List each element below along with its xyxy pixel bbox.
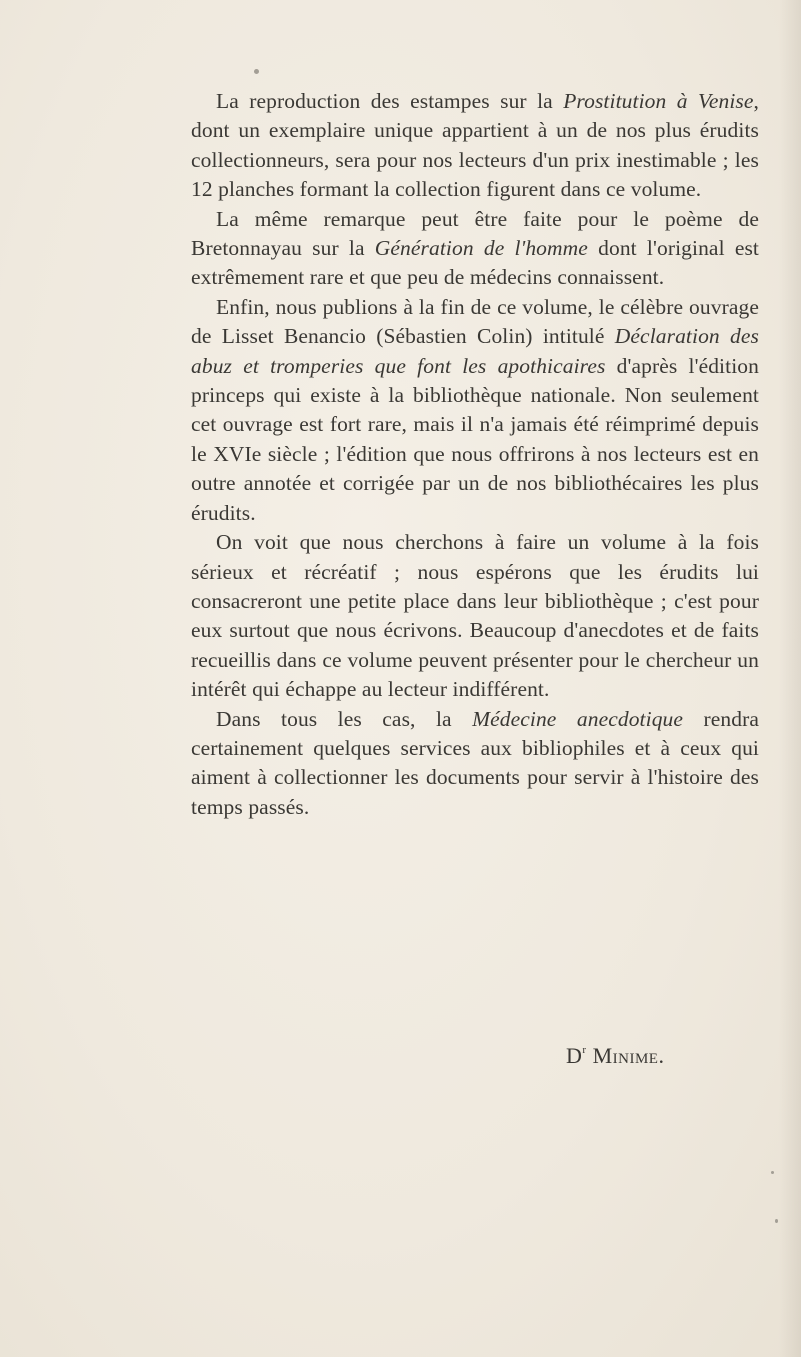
signature-name: Minime. (592, 1043, 665, 1068)
para2-seg1: La même remarque peut être faite pour le poème de Bretonnayau sur la (191, 206, 759, 261)
para1-seg1: La reproduction des estampes sur la (216, 89, 564, 113)
paragraph-4 (191, 528, 759, 704)
paper-speck (254, 69, 259, 74)
para5-seg1: Dans tous les cas, la (216, 706, 473, 731)
title-prostitution-a-venise: Prostitution à Venise (563, 89, 754, 113)
page-edge-shadow (779, 0, 801, 1357)
paragraph-3 (191, 293, 759, 528)
para5-seg3: rendra certainement quelques services aux bibliophiles et à ceux qui aiment à collectionner les documents pour servir à l'histoire des temps passés. (191, 706, 759, 819)
para4-seg1: On voit que nous cherchons à faire un volume à la fois sérieux et récréatif ; nous espérons que les érudits lui consacreront une petite place dans leur bibliothèque ; c'est pour eux surtout que nous écrivons. Beaucoup d'anecdotes et de faits recueillis dans ce volume peuvent présenter pour le chercheur un intérêt qui échappe au lecteur indifférent. (191, 530, 759, 702)
para1-seg3: , dont un exemplaire unique appartient à un de nos plus érudits collectionneurs, sera pour nos lecteurs d'un prix inestimable ; les 12 planches formant la collection figurent dans ce volume. (191, 89, 760, 202)
paper-speck (771, 1171, 774, 1174)
para2-seg3: dont l'original est extrêmement rare et que peu de médecins connaissent. (191, 236, 759, 290)
paragraph-1 (191, 87, 759, 205)
title-generation-de-lhomme: Génération de l'homme (374, 236, 588, 261)
signature-prefix: D (566, 1043, 583, 1068)
paper-speck (775, 1219, 778, 1223)
paragraph-5 (191, 705, 759, 823)
signature (566, 1043, 664, 1069)
title-medecine-anecdotique: Médecine anecdotique (472, 706, 684, 731)
para3-seg1: Enfin, nous publions à la fin de ce volume, le célèbre ouvrage de Lisset Benancio (Sébastien Colin) intitulé (191, 294, 759, 349)
title-declaration-des-abuz: Déclaration des abuz et tromperies que font les apothicaires (191, 324, 759, 378)
para3-seg3: d'après l'édition princeps qui existe à la bibliothèque nationale. Non seulement cet ouvrage est fort rare, mais il n'a jamais été réimprimé depuis le XVIe siècle ; l'édition que nous offrirons à nos lecteurs est en outre annotée et corrigée par un de nos bibliothécaires les plus érudits. (191, 353, 759, 525)
paragraph-2 (191, 205, 759, 293)
body-text (191, 87, 759, 822)
signature-sup: r (582, 1044, 587, 1056)
